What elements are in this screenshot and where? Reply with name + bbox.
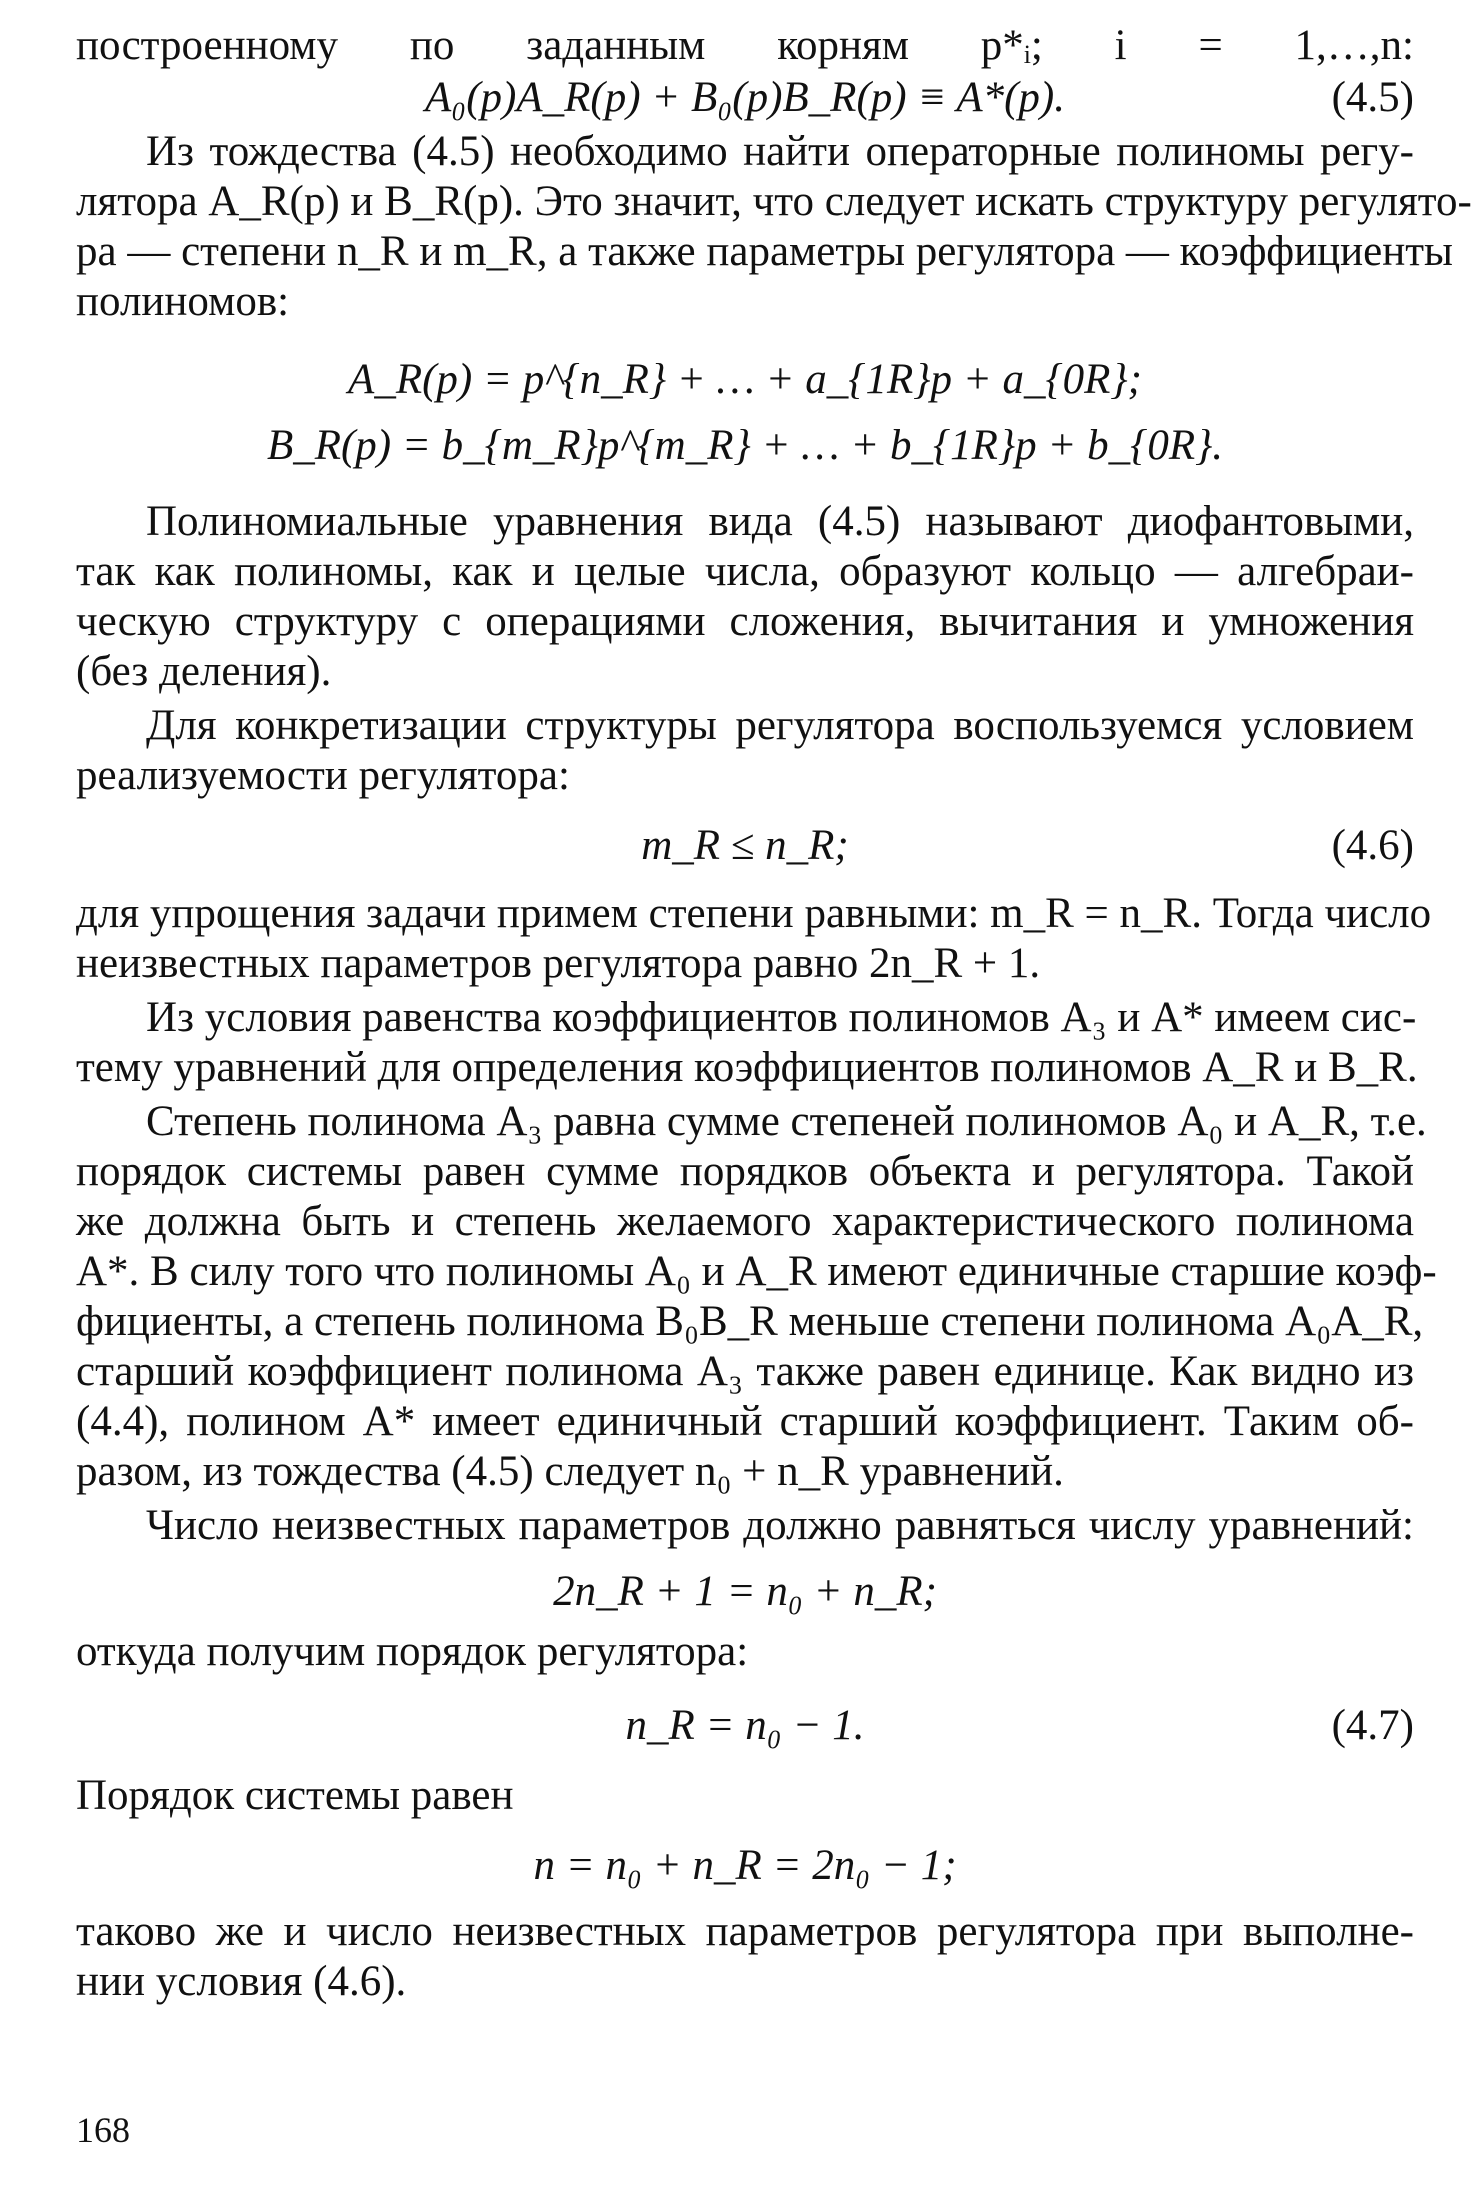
text-line: неизвестных параметров регулятора равно 2n_R + 1. bbox=[76, 940, 1041, 987]
text-line: Порядок системы равен bbox=[76, 1772, 514, 1819]
text-line: для упрощения задачи примем степени равными: m_R = n_R. Тогда число bbox=[76, 890, 1432, 937]
equation-number: (4.7) bbox=[1331, 1702, 1414, 1749]
equation-br: B_R(p) = b_{m_R}p^{m_R} + … + b_{1R}p + b_{0R}. bbox=[266, 422, 1224, 469]
equation-text: m_R ≤ n_R; bbox=[641, 822, 849, 869]
text-line: тему уравнений для определения коэффициентов полиномов A_R и B_R. bbox=[76, 1044, 1418, 1091]
text-line: лятора A_R(p) и B_R(p). Это значит, что следует искать структуру регулято- bbox=[76, 178, 1472, 225]
text-line: Для конкретизации структуры регулятора воспользуемся условием bbox=[146, 702, 1414, 749]
page-number: 168 bbox=[76, 2110, 130, 2150]
text-line: полиномов: bbox=[76, 278, 290, 325]
equation-4-5 bbox=[76, 72, 1414, 124]
text-line: же должна быть и степень желаемого характеристического полинома bbox=[76, 1198, 1414, 1245]
text-line: Число неизвестных параметров должно равняться числу уравнений: bbox=[146, 1502, 1414, 1549]
text-line: ческую структуру с операциями сложения, вычитания и умножения bbox=[76, 598, 1414, 645]
equation-ar: A_R(p) = p^{n_R} + … + a_{1R}p + a_{0R}; bbox=[348, 356, 1142, 403]
equation-number: (4.5) bbox=[1331, 74, 1414, 121]
text-line: нии условия (4.6). bbox=[76, 1958, 407, 2005]
text-line: (без деления). bbox=[76, 648, 332, 695]
equation-number: (4.6) bbox=[1331, 822, 1414, 869]
text-line: ра — степени n_R и m_R, а также параметры регулятора — коэффициенты bbox=[76, 228, 1453, 275]
text-line: откуда получим порядок регулятора: bbox=[76, 1628, 749, 1675]
text-line: таково же и число неизвестных параметров регулятора при выполне- bbox=[76, 1908, 1414, 1955]
equation-text: n_R = n₀ − 1. bbox=[625, 1702, 865, 1749]
text-line: реализуемости регулятора: bbox=[76, 752, 570, 799]
page-body bbox=[76, 0, 1472, 2201]
equation-4-7 bbox=[76, 1700, 1414, 1752]
text-line: Из тождества (4.5) необходимо найти операторные полиномы регу- bbox=[146, 128, 1414, 175]
text-line: так как полиномы, как и целые числа, образуют кольцо — алгебраи- bbox=[76, 548, 1414, 595]
text-line: фициенты, а степень полинома B₀B_R меньше степени полинома A₀A_R, bbox=[76, 1298, 1424, 1345]
text-line: порядок системы равен сумме порядков объекта и регулятора. Такой bbox=[76, 1148, 1414, 1195]
text-line: Из условия равенства коэффициентов полиномов A₃ и A* имеем сис- bbox=[146, 994, 1417, 1041]
text-line: старший коэффициент полинома A₃ также равен единице. Как видно из bbox=[76, 1348, 1414, 1395]
text-line: (4.4), полином A* имеет единичный старший коэффициент. Таким об- bbox=[76, 1398, 1414, 1445]
equation-system-order: n = n₀ + n_R = 2n₀ − 1; bbox=[533, 1842, 957, 1889]
text-line: разом, из тождества (4.5) следует n₀ + n_R уравнений. bbox=[76, 1448, 1064, 1495]
equation-text: A₀(p)A_R(p) + B₀(p)B_R(p) ≡ A*(p). bbox=[425, 74, 1065, 121]
text-line: Степень полинома A₃ равна сумме степеней полиномов A₀ и A_R, т.е. bbox=[146, 1098, 1427, 1145]
equation-count: 2n_R + 1 = n₀ + n_R; bbox=[553, 1568, 937, 1615]
text-line: построенному по заданным корням p*ᵢ; i = 1,…,n: bbox=[76, 22, 1414, 69]
text-line: A*. В силу того что полиномы A₀ и A_R имеют единичные старшие коэф- bbox=[76, 1248, 1437, 1295]
text-line: Полиномиальные уравнения вида (4.5) называют диофантовыми, bbox=[146, 498, 1414, 545]
equation-4-6 bbox=[76, 820, 1414, 872]
